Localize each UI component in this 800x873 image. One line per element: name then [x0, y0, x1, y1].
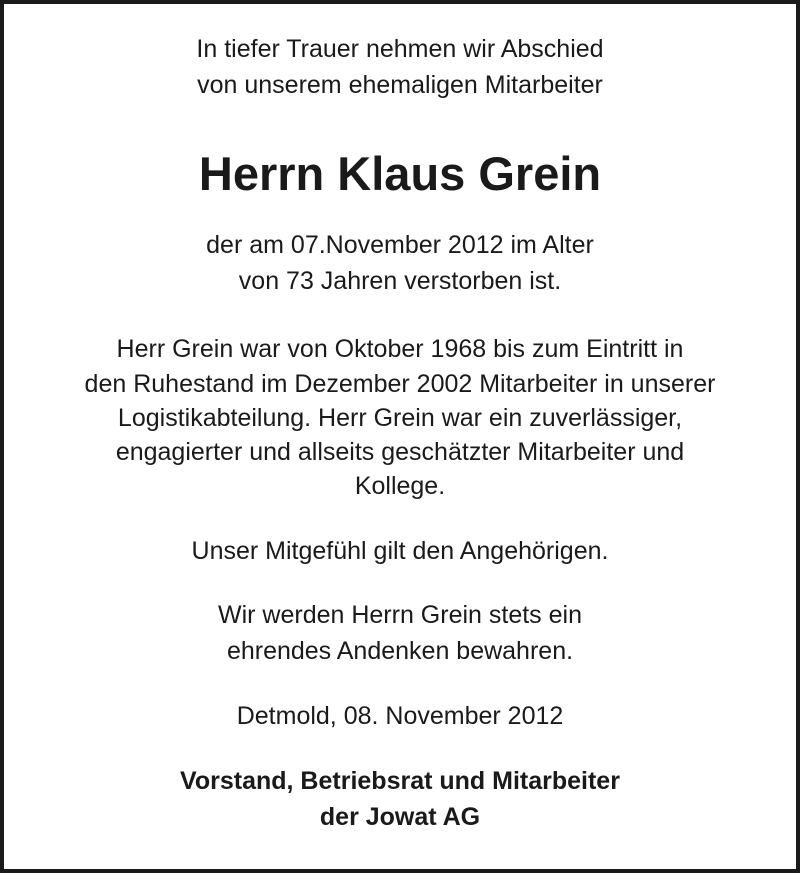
signature-line-2: der Jowat AG [319, 803, 481, 831]
signature-line-1: Vorstand, Betriebsrat und Mitarbeiter [180, 767, 620, 795]
place-date: Detmold, 08. November 2012 [236, 702, 564, 730]
death-line-1: der am 07.November 2012 im Alter [206, 231, 594, 259]
career-line-2: den Ruhestand im Dezember 2002 Mitarbeiter in unserer [84, 370, 716, 398]
intro-line-2: von unserem ehemaligen Mitarbeiter [197, 71, 603, 99]
remembrance-line-2: ehrendes Andenken bewahren. [226, 637, 574, 665]
remembrance-line-1: Wir werden Herrn Grein stets ein [217, 601, 582, 629]
intro-line-1: In tiefer Trauer nehmen wir Abschied [196, 35, 604, 63]
deceased-name: Herrn Klaus Grein [198, 147, 602, 200]
career-line-4: engagierter und allseits geschätzter Mitarbeiter und [115, 438, 685, 466]
career-line-3: Logistikabteilung. Herr Grein war ein zuverlässiger, [117, 404, 683, 432]
career-line-5: Kollege. [354, 472, 446, 500]
death-line-2: von 73 Jahren verstorben ist. [238, 267, 562, 295]
career-line-1: Herr Grein war von Oktober 1968 bis zum Eintritt in [116, 335, 684, 363]
sympathy-line: Unser Mitgefühl gilt den Angehörigen. [191, 537, 609, 565]
